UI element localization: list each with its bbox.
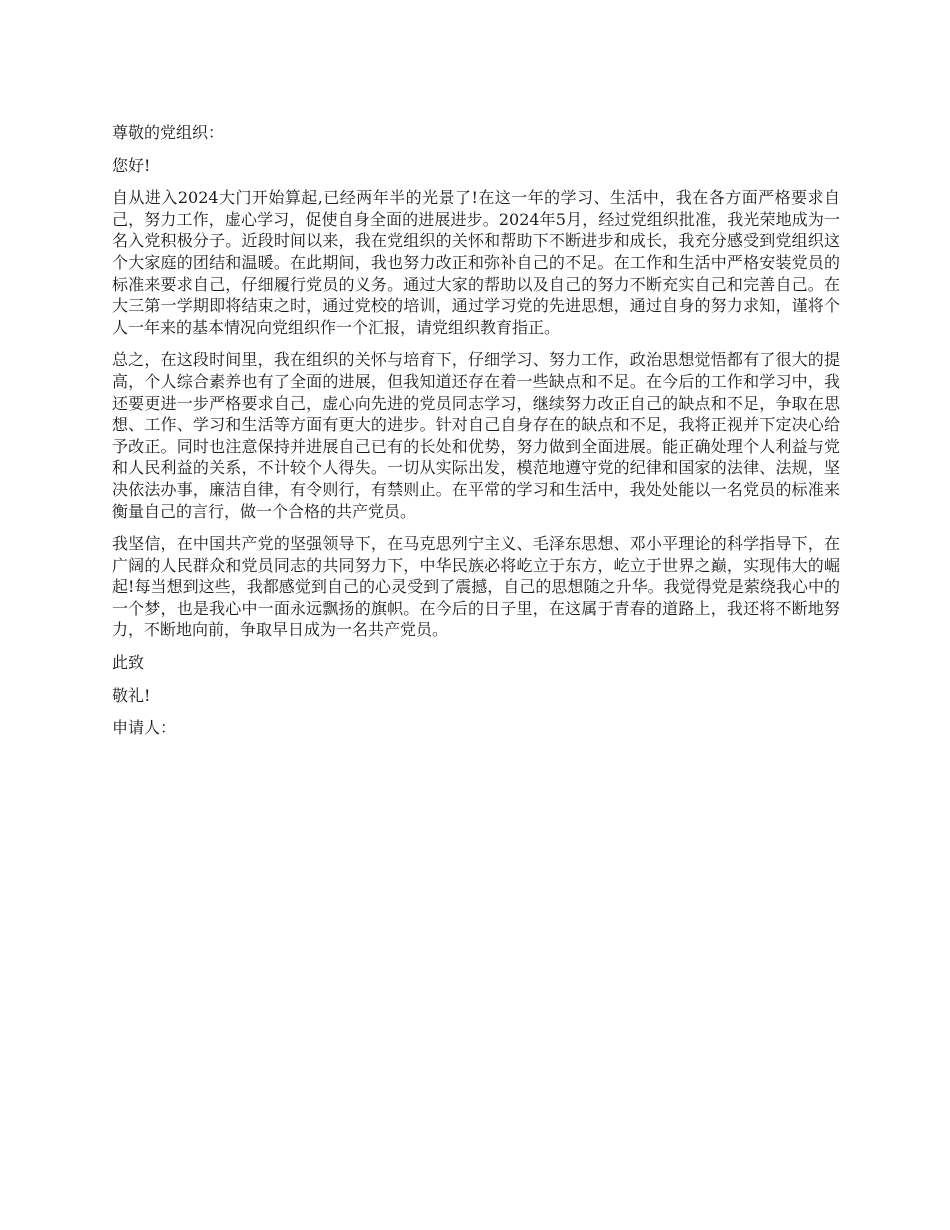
closing-line-1: 此致 [112, 653, 145, 673]
greeting: 您好! [112, 155, 151, 175]
signature-label: 申请人： [112, 718, 177, 738]
body-paragraph-3: 我坚信，在中国共产党的坚强领导下，在马克思列宁主义、毛泽东思想、邓小平理论的科学指导下，在广阔的人民群众和党员同志的共同努力下，中华民族必将屹立于东方，屹立于世界之巅，实现伟大的崛起!每当想到这些，我都感觉到自己的心灵受到了震撼，自己的思想随之升华。我觉得党是萦绕我心中的一个梦，也是我心中一面永远飘扬的旗帜。在今后的日子里，在这属于青春的道路上，我还将不断地努力，不断地向前，争取早日成为一名共产党员。 [112, 534, 840, 640]
salutation: 尊敬的党组织： [112, 123, 225, 142]
body-paragraph-2: 总之，在这段时间里，我在组织的关怀与培育下，仔细学习、努力工作，政治思想觉悟都有了很大的提高，个人综合素养也有了全面的进展，但我知道还存在着一些缺点和不足。在今后的工作和学习中，我还要更进一步严格要求自己，虚心向先进的党员同志学习，继续努力改正自己的缺点和不足，争取在思想、工作、学习和生活等方面有更大的进步。针对自己自身存在的缺点和不足，我将正视并下定决心给予改正。同时也注意保持并进展自己已有的长处和优势，努力做到全面进展。能正确处理个人利益与党和人民利益的关系，不计较个人得失。一切从实际出发，模范地遵守党的纪律和国家的法律、法规，坚决依法办事，廉洁自律，有令则行，有禁则止。在平常的学习和生活中，我处处能以一名党员的标准来衡量自己的言行，做一个合格的共产党员。 [112, 350, 840, 521]
body-paragraph-1: 自从进入2024大门开始算起,已经两年半的光景了!在这一年的学习、生活中，我在各方面严格要求自己，努力工作，虚心学习，促使自身全面的进展进步。2024年5月，经过党组织批准，我光荣地成为一名入党积极分子。近段时间以来，我在党组织的关怀和帮助下不断进步和成长，我充分感受到党组织这个大家庭的团结和温暖。在此期间，我也努力改正和弥补自己的不足。在工作和生活中严格安装党员的标准来要求自己，仔细履行党员的义务。通过大家的帮助以及自己的努力不断充实自己和完善自己。在大三第一学期即将结束之时，通过党校的培训，通过学习党的先进思想，通过自身的努力求知，谨将个人一年来的基本情况向党组织作一个汇报，请党组织教育指正。 [112, 188, 840, 337]
letter-document [112, 122, 840, 750]
closing-line-2: 敬礼! [112, 685, 151, 705]
